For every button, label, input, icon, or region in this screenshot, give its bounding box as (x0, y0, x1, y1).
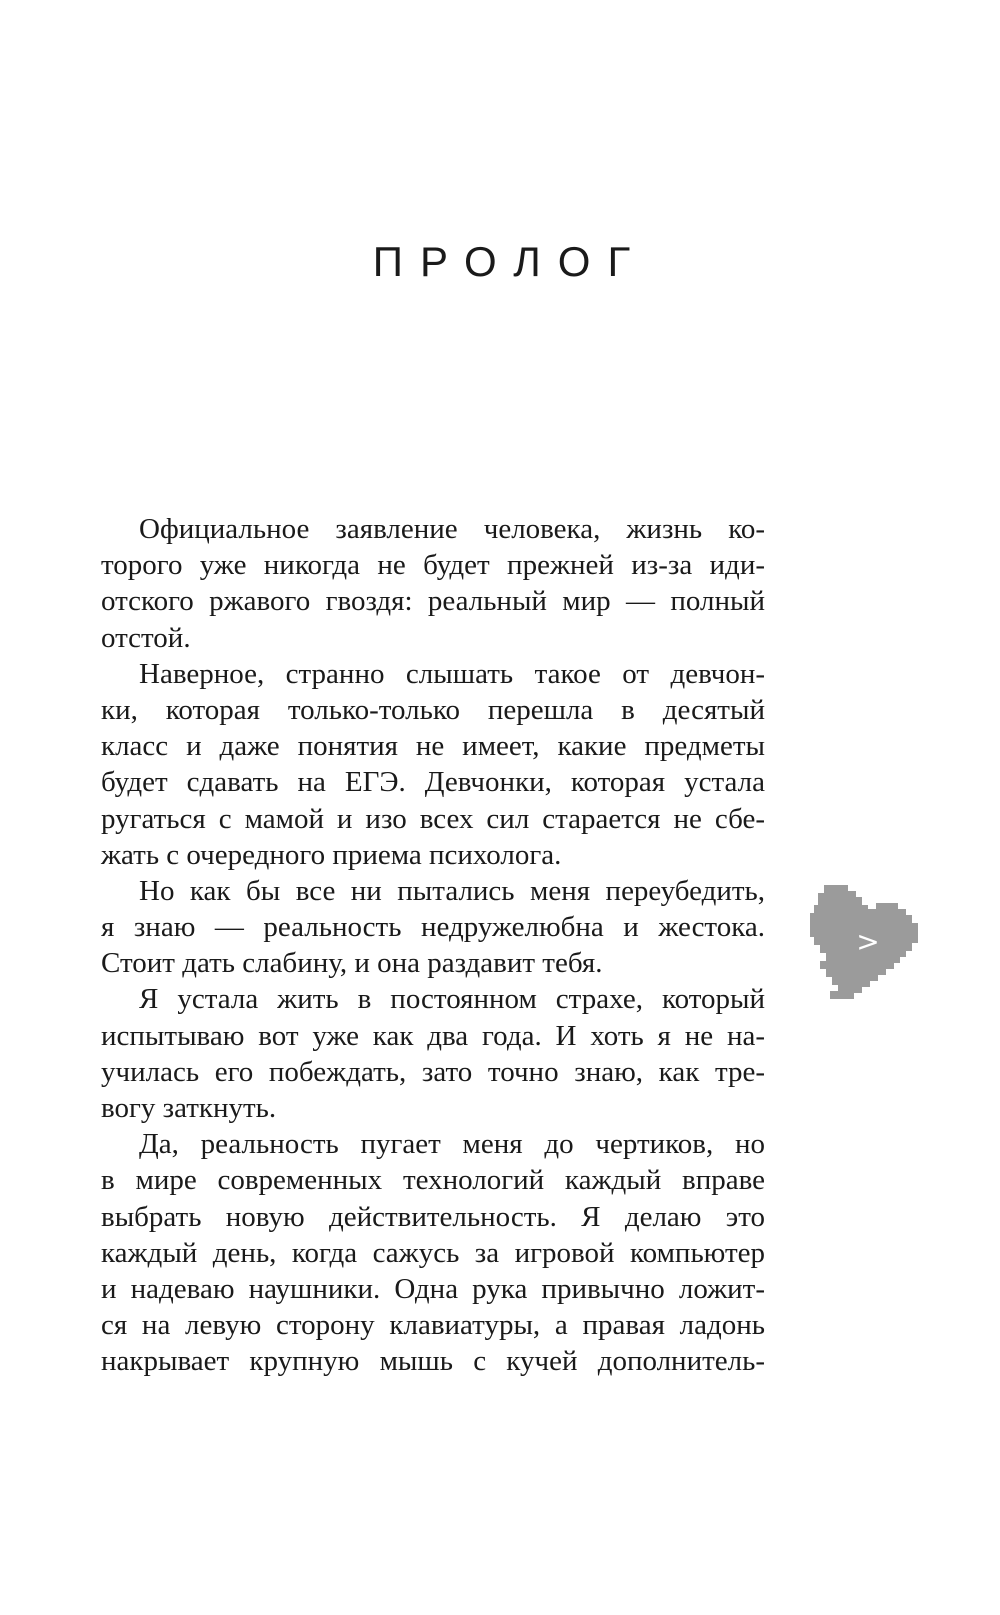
text-line: ругаться с мамой и изо всех сил старается не сбе- (101, 802, 765, 835)
page-title: ПРОЛОГ (372, 238, 648, 285)
text-line: каждый день, когда сажусь за игровой компьютер (101, 1236, 765, 1269)
text-line: Стоит дать слабину, и она раздавит тебя. (101, 947, 603, 980)
text-line: и надеваю наушники. Одна рука привычно ложит- (101, 1272, 765, 1305)
pixel-heart-icon (810, 885, 940, 1005)
text-line: Наверное, странно слышать такое от девчон- (139, 657, 765, 690)
text-line: училась его побеждать, зато точно знаю, как тре- (101, 1055, 765, 1088)
text-line: вогу заткнуть. (101, 1092, 277, 1124)
text-line: выбрать новую действительность. Я делаю это (101, 1200, 765, 1233)
text-line: отстой. (101, 621, 191, 654)
text-line: Официальное заявление человека, жизнь ко- (139, 513, 765, 545)
marker-symbol: > (856, 925, 880, 958)
text-line: будет сдавать на ЕГЭ. Девчонки, которая устала (101, 766, 765, 799)
text-line: Но как бы все ни пытались меня переубедить, (139, 874, 765, 907)
text-line: Да, реальность пугает меня до чертиков, но (139, 1128, 765, 1161)
chapter-text (101, 511, 765, 1380)
text-line: жать с очередного приема психолога. (101, 838, 562, 871)
chapter-marker (810, 885, 940, 1005)
text-line: в мире современных технологий каждый вправе (101, 1164, 765, 1197)
text-line: испытываю вот уже как два года. И хоть я не на- (101, 1019, 765, 1052)
text-line: я знаю — реальность недружелюбна и жестока. (101, 911, 765, 944)
text-line: отского ржавого гвоздя: реальный мир — полный (101, 585, 765, 618)
text-line: ки, которая только-только перешла в десятый (101, 693, 765, 726)
text-line: Я устала жить в постоянном страхе, который (139, 983, 765, 1016)
text-line: класс и даже понятия не имеет, какие предметы (101, 730, 765, 763)
text-line: накрывает крупную мышь с кучей дополнитель- (101, 1345, 765, 1378)
text-line: ся на левую сторону клавиатуры, а правая ладонь (101, 1309, 765, 1342)
text-line: торого уже никогда не будет прежней из-за иди- (101, 549, 765, 582)
